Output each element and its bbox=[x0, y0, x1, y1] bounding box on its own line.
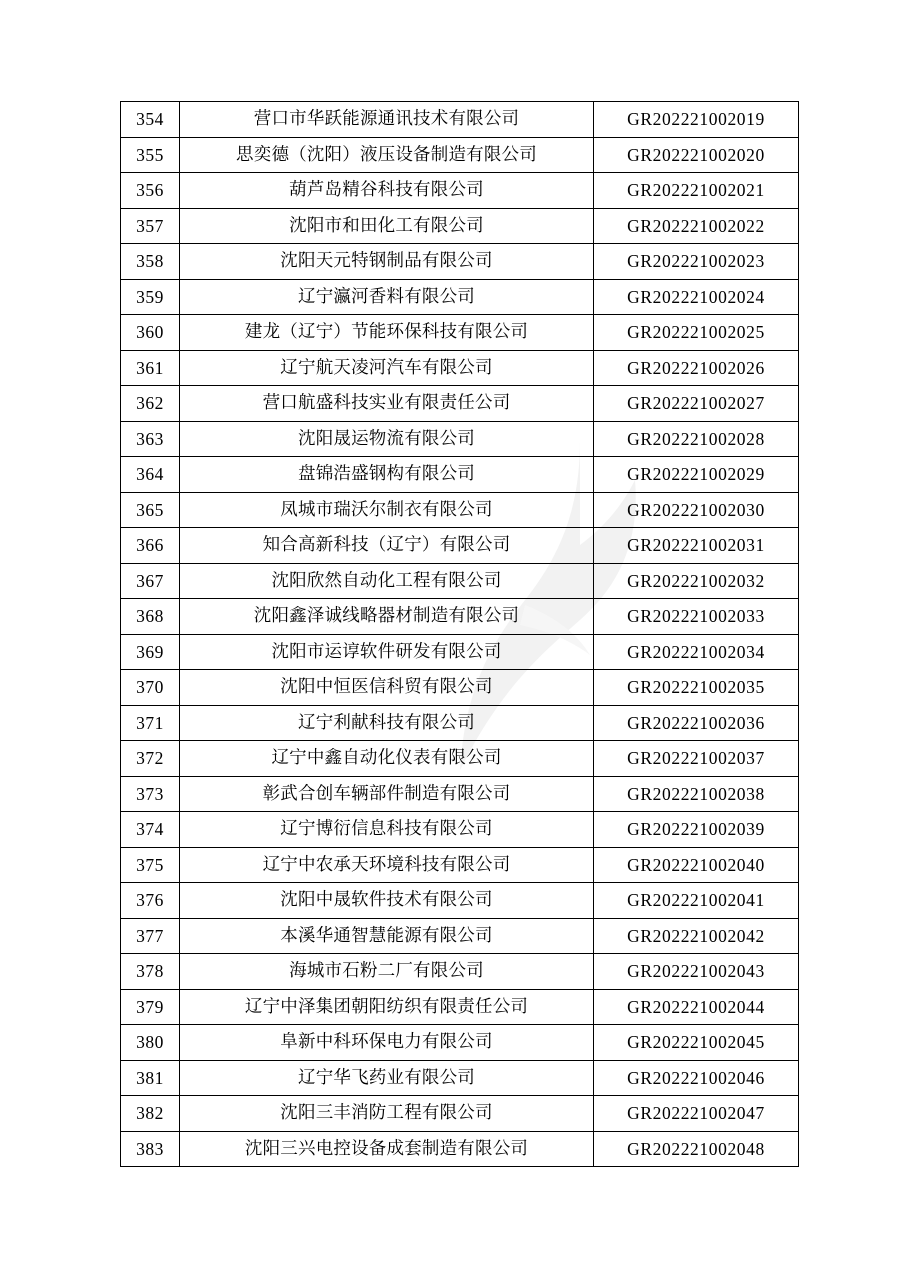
row-certificate-code: GR202221002020 bbox=[594, 137, 799, 173]
table-row bbox=[121, 812, 799, 848]
row-company-name: 辽宁瀛河香料有限公司 bbox=[180, 279, 594, 315]
row-company-name: 建龙（辽宁）节能环保科技有限公司 bbox=[180, 315, 594, 351]
row-index: 363 bbox=[121, 421, 180, 457]
row-index: 378 bbox=[121, 954, 180, 990]
row-certificate-code: GR202221002044 bbox=[594, 989, 799, 1025]
row-certificate-code: GR202221002042 bbox=[594, 918, 799, 954]
table-row bbox=[121, 386, 799, 422]
row-index: 380 bbox=[121, 1025, 180, 1061]
row-index: 379 bbox=[121, 989, 180, 1025]
row-index: 360 bbox=[121, 315, 180, 351]
row-index: 374 bbox=[121, 812, 180, 848]
table-row bbox=[121, 492, 799, 528]
table-row bbox=[121, 634, 799, 670]
row-company-name: 凤城市瑞沃尔制衣有限公司 bbox=[180, 492, 594, 528]
table-row bbox=[121, 954, 799, 990]
row-company-name: 沈阳鑫泽诚线略器材制造有限公司 bbox=[180, 599, 594, 635]
row-index: 357 bbox=[121, 208, 180, 244]
row-company-name: 彰武合创车辆部件制造有限公司 bbox=[180, 776, 594, 812]
table-row bbox=[121, 883, 799, 919]
row-certificate-code: GR202221002026 bbox=[594, 350, 799, 386]
row-company-name: 思奕德（沈阳）液压设备制造有限公司 bbox=[180, 137, 594, 173]
table-row bbox=[121, 1131, 799, 1167]
row-certificate-code: GR202221002043 bbox=[594, 954, 799, 990]
row-index: 361 bbox=[121, 350, 180, 386]
row-certificate-code: GR202221002036 bbox=[594, 705, 799, 741]
row-index: 359 bbox=[121, 279, 180, 315]
row-company-name: 辽宁利献科技有限公司 bbox=[180, 705, 594, 741]
row-index: 382 bbox=[121, 1096, 180, 1132]
row-index: 354 bbox=[121, 102, 180, 138]
row-certificate-code: GR202221002041 bbox=[594, 883, 799, 919]
table-row bbox=[121, 137, 799, 173]
row-index: 373 bbox=[121, 776, 180, 812]
row-company-name: 本溪华通智慧能源有限公司 bbox=[180, 918, 594, 954]
row-index: 356 bbox=[121, 173, 180, 209]
company-list-table-wrapper bbox=[120, 101, 783, 1167]
table-row bbox=[121, 918, 799, 954]
table-row bbox=[121, 244, 799, 280]
table-row bbox=[121, 847, 799, 883]
row-company-name: 沈阳天元特钢制品有限公司 bbox=[180, 244, 594, 280]
table-body bbox=[121, 102, 799, 1167]
row-index: 383 bbox=[121, 1131, 180, 1167]
row-index: 376 bbox=[121, 883, 180, 919]
row-company-name: 知合高新科技（辽宁）有限公司 bbox=[180, 528, 594, 564]
row-certificate-code: GR202221002032 bbox=[594, 563, 799, 599]
row-index: 375 bbox=[121, 847, 180, 883]
row-company-name: 辽宁中泽集团朝阳纺织有限责任公司 bbox=[180, 989, 594, 1025]
row-certificate-code: GR202221002027 bbox=[594, 386, 799, 422]
row-certificate-code: GR202221002035 bbox=[594, 670, 799, 706]
row-certificate-code: GR202221002029 bbox=[594, 457, 799, 493]
table-row bbox=[121, 208, 799, 244]
row-certificate-code: GR202221002037 bbox=[594, 741, 799, 777]
row-certificate-code: GR202221002047 bbox=[594, 1096, 799, 1132]
row-index: 381 bbox=[121, 1060, 180, 1096]
table-row bbox=[121, 705, 799, 741]
row-company-name: 营口航盛科技实业有限责任公司 bbox=[180, 386, 594, 422]
row-company-name: 阜新中科环保电力有限公司 bbox=[180, 1025, 594, 1061]
table-row bbox=[121, 989, 799, 1025]
row-certificate-code: GR202221002024 bbox=[594, 279, 799, 315]
table-row bbox=[121, 350, 799, 386]
row-index: 358 bbox=[121, 244, 180, 280]
row-company-name: 沈阳晟运物流有限公司 bbox=[180, 421, 594, 457]
row-company-name: 辽宁航天凌河汽车有限公司 bbox=[180, 350, 594, 386]
table-row bbox=[121, 670, 799, 706]
row-index: 377 bbox=[121, 918, 180, 954]
row-index: 366 bbox=[121, 528, 180, 564]
row-index: 362 bbox=[121, 386, 180, 422]
row-certificate-code: GR202221002023 bbox=[594, 244, 799, 280]
row-certificate-code: GR202221002046 bbox=[594, 1060, 799, 1096]
row-company-name: 海城市石粉二厂有限公司 bbox=[180, 954, 594, 990]
company-list-table bbox=[120, 101, 799, 1167]
row-certificate-code: GR202221002025 bbox=[594, 315, 799, 351]
row-certificate-code: GR202221002033 bbox=[594, 599, 799, 635]
row-company-name: 葫芦岛精谷科技有限公司 bbox=[180, 173, 594, 209]
table-row bbox=[121, 563, 799, 599]
row-company-name: 营口市华跃能源通讯技术有限公司 bbox=[180, 102, 594, 138]
table-row bbox=[121, 1025, 799, 1061]
table-row bbox=[121, 457, 799, 493]
row-company-name: 沈阳三兴电控设备成套制造有限公司 bbox=[180, 1131, 594, 1167]
row-index: 364 bbox=[121, 457, 180, 493]
table-row bbox=[121, 315, 799, 351]
row-certificate-code: GR202221002022 bbox=[594, 208, 799, 244]
row-certificate-code: GR202221002039 bbox=[594, 812, 799, 848]
row-certificate-code: GR202221002034 bbox=[594, 634, 799, 670]
row-company-name: 沈阳市和田化工有限公司 bbox=[180, 208, 594, 244]
row-company-name: 沈阳三丰消防工程有限公司 bbox=[180, 1096, 594, 1132]
table-row bbox=[121, 599, 799, 635]
row-index: 367 bbox=[121, 563, 180, 599]
row-certificate-code: GR202221002038 bbox=[594, 776, 799, 812]
table-row bbox=[121, 528, 799, 564]
row-certificate-code: GR202221002028 bbox=[594, 421, 799, 457]
table-row bbox=[121, 1096, 799, 1132]
table-row bbox=[121, 421, 799, 457]
row-certificate-code: GR202221002045 bbox=[594, 1025, 799, 1061]
table-row bbox=[121, 173, 799, 209]
row-certificate-code: GR202221002021 bbox=[594, 173, 799, 209]
row-index: 369 bbox=[121, 634, 180, 670]
row-certificate-code: GR202221002019 bbox=[594, 102, 799, 138]
row-company-name: 辽宁博衍信息科技有限公司 bbox=[180, 812, 594, 848]
row-index: 372 bbox=[121, 741, 180, 777]
row-company-name: 沈阳市运谆软件研发有限公司 bbox=[180, 634, 594, 670]
table-row bbox=[121, 776, 799, 812]
row-company-name: 沈阳中晟软件技术有限公司 bbox=[180, 883, 594, 919]
row-certificate-code: GR202221002048 bbox=[594, 1131, 799, 1167]
row-company-name: 辽宁华飞药业有限公司 bbox=[180, 1060, 594, 1096]
table-row bbox=[121, 102, 799, 138]
row-certificate-code: GR202221002040 bbox=[594, 847, 799, 883]
row-index: 368 bbox=[121, 599, 180, 635]
row-certificate-code: GR202221002030 bbox=[594, 492, 799, 528]
row-index: 355 bbox=[121, 137, 180, 173]
row-company-name: 沈阳欣然自动化工程有限公司 bbox=[180, 563, 594, 599]
table-row bbox=[121, 741, 799, 777]
table-row bbox=[121, 1060, 799, 1096]
row-company-name: 盘锦浩盛钢构有限公司 bbox=[180, 457, 594, 493]
row-index: 371 bbox=[121, 705, 180, 741]
table-row bbox=[121, 279, 799, 315]
row-company-name: 辽宁中农承天环境科技有限公司 bbox=[180, 847, 594, 883]
row-company-name: 沈阳中恒医信科贸有限公司 bbox=[180, 670, 594, 706]
row-index: 370 bbox=[121, 670, 180, 706]
row-index: 365 bbox=[121, 492, 180, 528]
row-company-name: 辽宁中鑫自动化仪表有限公司 bbox=[180, 741, 594, 777]
row-certificate-code: GR202221002031 bbox=[594, 528, 799, 564]
